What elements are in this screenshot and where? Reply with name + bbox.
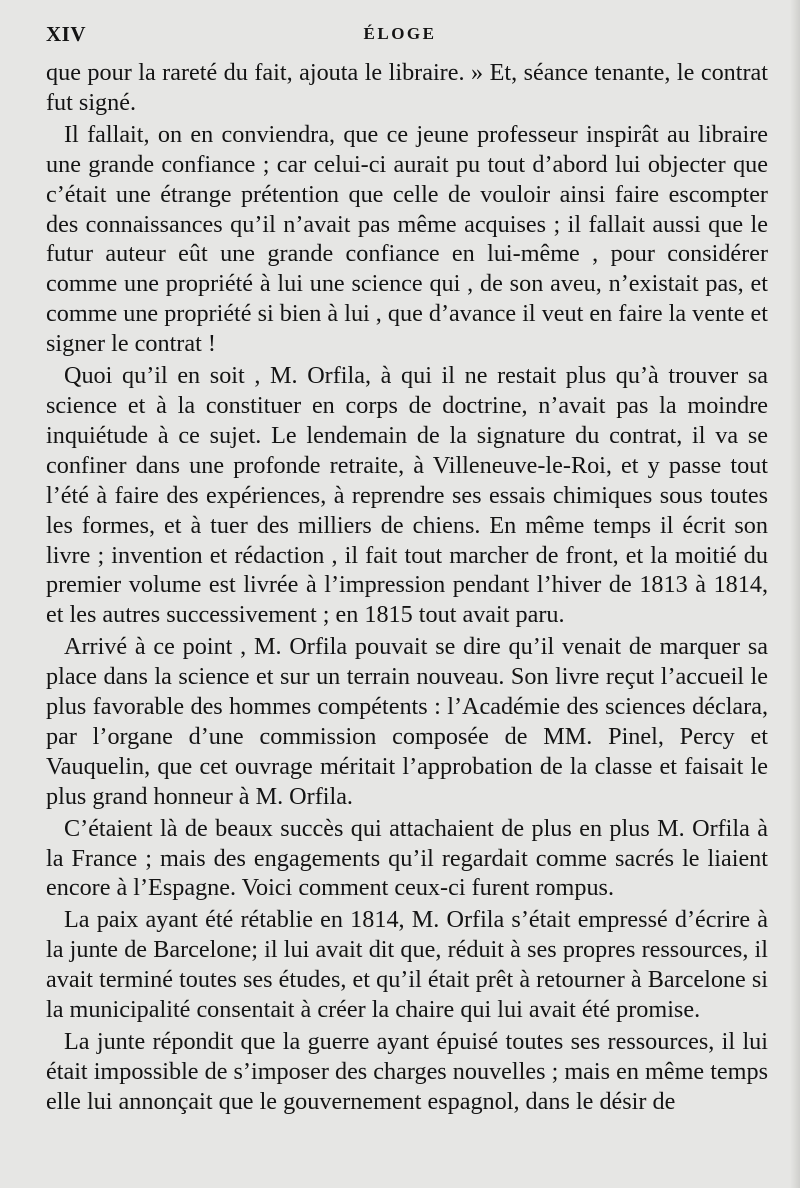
paragraph: C’étaient là de beaux succès qui attachaient de plus en plus M. Orfila à la France ; mais des engagements qu’il regardait comme sacrés le liaient encore à l’Espagne. Voici comment ceux-ci furent rompus.	[46, 814, 768, 902]
page-header	[46, 18, 754, 48]
paragraph: La junte répondit que la guerre ayant épuisé toutes ses ressources, il lui était impossible de s’imposer des charges nouvelles ; mais en même temps elle lui annonçait que le gouvernement espagnol, dans le désir de	[46, 1028, 768, 1115]
paragraph: La paix ayant été rétablie en 1814, M. Orfila s’était empressé d’écrire à la junte de Barcelone; il lui avait dit que, réduit à ses propres ressources, il avait terminé toutes ses études, et qu’il était prêt à retourner à Barcelone si la municipalité consentait à créer la chaire qui lui avait été promise.	[46, 906, 768, 1024]
paragraph: que pour la rareté du fait, ajouta le libraire. » Et, séance tenante, le contrat fut signé.	[46, 59, 768, 116]
body-text	[46, 58, 768, 1117]
page-edge-shadow	[790, 0, 800, 1188]
page-number: XIV	[46, 22, 87, 46]
paragraph: Arrivé à ce point , M. Orfila pouvait se dire qu’il venait de marquer sa place dans la science et sur un terrain nouveau. Son livre reçut l’accueil le plus favorable des hommes compétents : l’Académie des sciences déclara, par l’organe d’une commission composée de MM. Pinel, Percy et Vauquelin, que cet ouvrage méritait l’approbation de la classe et faisait le plus grand honneur à M. Orfila.	[46, 633, 768, 810]
paragraph: Il fallait, on en conviendra, que ce jeune professeur inspirât au libraire une grande confiance ; car celui-ci aurait pu tout d’abord lui objecter que c’était une étrange prétention que celle de vouloir ainsi faire escompter des connaissances qu’il n’avait pas même acquises ; il fallait aussi que le futur auteur eût une grande confiance en lui-même , pour considérer comme une propriété à lui une science qui , de son aveu, n’existait pas, et comme une propriété si bien à lui , que d’avance il veut en faire la vente et signer le contrat !	[46, 120, 768, 358]
running-head: ÉLOGE	[363, 24, 437, 43]
paragraph: Quoi qu’il en soit , M. Orfila, à qui il ne restait plus qu’à trouver sa science et à la constituer en corps de doctrine, n’avait pas la moindre inquiétude à ce sujet. Le lendemain de la signature du contrat, il va se confiner dans une profonde retraite, à Villeneuve-le-Roi, et y passe tout l’été à faire des expériences, à reprendre ses essais chimiques sous toutes les formes, et à tuer des milliers de chiens. En même temps il écrit son livre ; invention et rédaction , il fait tout marcher de front, et la moitié du premier volume est livrée à l’impression pendant l’hiver de 1813 à 1814, et les autres successivement ; en 1815 tout avait paru.	[46, 362, 768, 629]
